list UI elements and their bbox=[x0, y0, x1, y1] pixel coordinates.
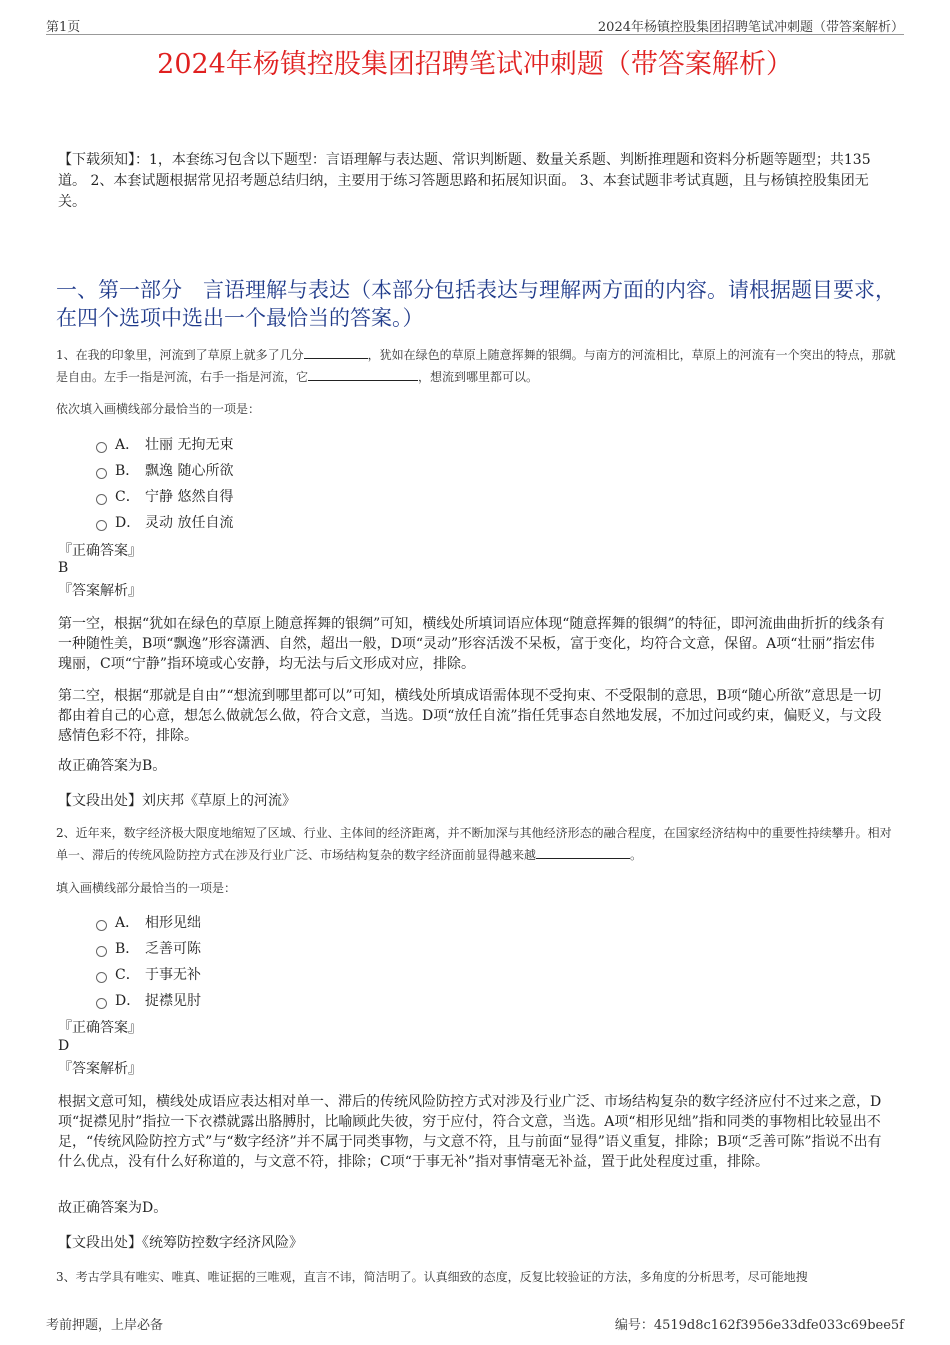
question-1-prompt: 依次填入画横线部分最恰当的一项是： bbox=[56, 402, 261, 416]
radio-icon[interactable] bbox=[96, 494, 107, 505]
option-d[interactable]: D． 捉襟见肘 bbox=[96, 988, 201, 1014]
document-id: 编号：4519d8c162f3956e33dfe033c69bee5f bbox=[614, 1318, 904, 1333]
analysis-label: 『答案解析』 bbox=[58, 583, 142, 599]
question-2-options bbox=[96, 910, 201, 1014]
analysis-paragraph: 根据文意可知，横线处成语应表达相对单一、滞后的传统风险防控方式对涉及行业广泛、市场结构复杂的数字经济应付不过来之意，D项“捉襟见肘”指拉一下衣襟就露出胳膊肘，比喻顾此失彼，穷于应付，符合文意，当选。A项“相形见绌”指和同类的事物相比较显出不足，“传统风险防控方式”与“数字经济”并不属于同类事物，与文意不符，且与前面“显得”语义重复，排除；B项“乏善可陈”指说不出有什么优点，没有什么好称道的，与文意不符，排除；C项“于事无补”指对事情毫无补益，置于此处程度过重，排除。 bbox=[58, 1094, 882, 1170]
passage-source: 【文段出处】《统筹防控数字经济风险》 bbox=[58, 1235, 303, 1251]
header-doc-title: 2024年杨镇控股集团招聘笔试冲刺题（带答案解析） bbox=[597, 20, 904, 35]
analysis-paragraph: 第一空，根据“犹如在绿色的草原上随意挥舞的银绸”可知，横线处所填词语应体现“随意挥舞的银绸”的特征，即河流曲曲折折的线条有一种随性美，B项“飘逸”形容潇洒、自然，超出一般，D项“灵动”形容活泼不呆板，富于变化，均符合文意，保留。A项“壮丽”指宏伟瑰丽，C项“宁静”指环境或心安静，均无法与后文形成对应，排除。 bbox=[58, 616, 885, 672]
option-b[interactable]: B． 乏善可陈 bbox=[96, 936, 201, 962]
page-title: 2024年杨镇控股集团招聘笔试冲刺题（带答案解析） bbox=[157, 49, 793, 80]
option-a[interactable]: A． 相形见绌 bbox=[96, 910, 201, 936]
question-1-options bbox=[96, 432, 233, 536]
header-divider bbox=[46, 34, 904, 35]
radio-icon[interactable] bbox=[96, 520, 107, 531]
passage-source: 【文段出处】刘庆邦《草原上的河流》 bbox=[58, 793, 296, 809]
question-3-text: 3、考古学具有唯实、唯真、唯证据的三唯观，直言不讳，简洁明了。认真细致的态度，反复比较验证的方法，多角度的分析思考，尽可能地搜 bbox=[56, 1270, 808, 1284]
correct-answer: D bbox=[58, 1038, 70, 1054]
fill-blank bbox=[536, 857, 630, 859]
fill-blank bbox=[304, 357, 368, 359]
download-notice: 【下载须知】：1，本套练习包含以下题型：言语理解与表达题、常识判断题、数量关系题、判断推理题和资料分析题等题型；共135道。 2、本套试题根据常见招考题总结归纳，主要用于练习答题思路和拓展知识面。 3、本套试题非考试真题，且与杨镇控股集团无关。 bbox=[58, 152, 871, 210]
radio-icon[interactable] bbox=[96, 972, 107, 983]
question-2-text: 2、近年来，数字经济极大限度地缩短了区域、行业、主体间的经济距离，并不断加深与其他经济形态的融合程度，在国家经济结构中的重要性持续攀升。相对单一、滞后的传统风险防控方式在涉及行业广泛、市场结构复杂的数字经济面前显得越来越 。 bbox=[56, 826, 892, 862]
answer-label: 『正确答案』 bbox=[58, 1020, 142, 1036]
radio-icon[interactable] bbox=[96, 442, 107, 453]
option-b[interactable]: B． 飘逸 随心所欲 bbox=[96, 458, 233, 484]
analysis-label: 『答案解析』 bbox=[58, 1061, 142, 1077]
analysis-conclusion: 故正确答案为D。 bbox=[58, 1200, 168, 1216]
correct-answer: B bbox=[58, 560, 69, 576]
radio-icon[interactable] bbox=[96, 998, 107, 1009]
option-c[interactable]: C． 宁静 悠然自得 bbox=[96, 484, 233, 510]
radio-icon[interactable] bbox=[96, 468, 107, 479]
question-1-text: 1、在我的印象里，河流到了草原上就多了几分 ，犹如在绿色的草原上随意挥舞的银绸。与南方的河流相比，草原上的河流有一个突出的特点，那就是自由。左手一指是河流，右手一指是河流，它 ，想流到哪里都可以。 bbox=[56, 348, 896, 384]
option-a[interactable]: A． 壮丽 无拘无束 bbox=[96, 432, 233, 458]
analysis-conclusion: 故正确答案为B。 bbox=[58, 758, 167, 774]
radio-icon[interactable] bbox=[96, 946, 107, 957]
option-c[interactable]: C． 于事无补 bbox=[96, 962, 201, 988]
page-number: 第1页 bbox=[46, 20, 81, 35]
question-2-prompt: 填入画横线部分最恰当的一项是： bbox=[56, 881, 237, 895]
option-d[interactable]: D． 灵动 放任自流 bbox=[96, 510, 233, 536]
radio-icon[interactable] bbox=[96, 920, 107, 931]
footer-slogan: 考前押题，上岸必备 bbox=[46, 1318, 164, 1333]
answer-label: 『正确答案』 bbox=[58, 543, 142, 559]
analysis-paragraph: 第二空，根据“那就是自由”“想流到哪里都可以”可知，横线处所填成语需体现不受拘束、不受限制的意思，B项“随心所欲”意思是一切都由着自己的心意，想怎么做就怎么做，符合文意，当选。D项“放任自流”指任凭事态自然地发展，不加过问或约束，偏贬义，与文段感情色彩不符，排除。 bbox=[58, 688, 882, 744]
fill-blank bbox=[308, 379, 418, 381]
section-heading: 一、第一部分 言语理解与表达（本部分包括表达与理解两方面的内容。请根据题目要求，在四个选项中选出一个最恰当的答案。） bbox=[56, 278, 896, 330]
